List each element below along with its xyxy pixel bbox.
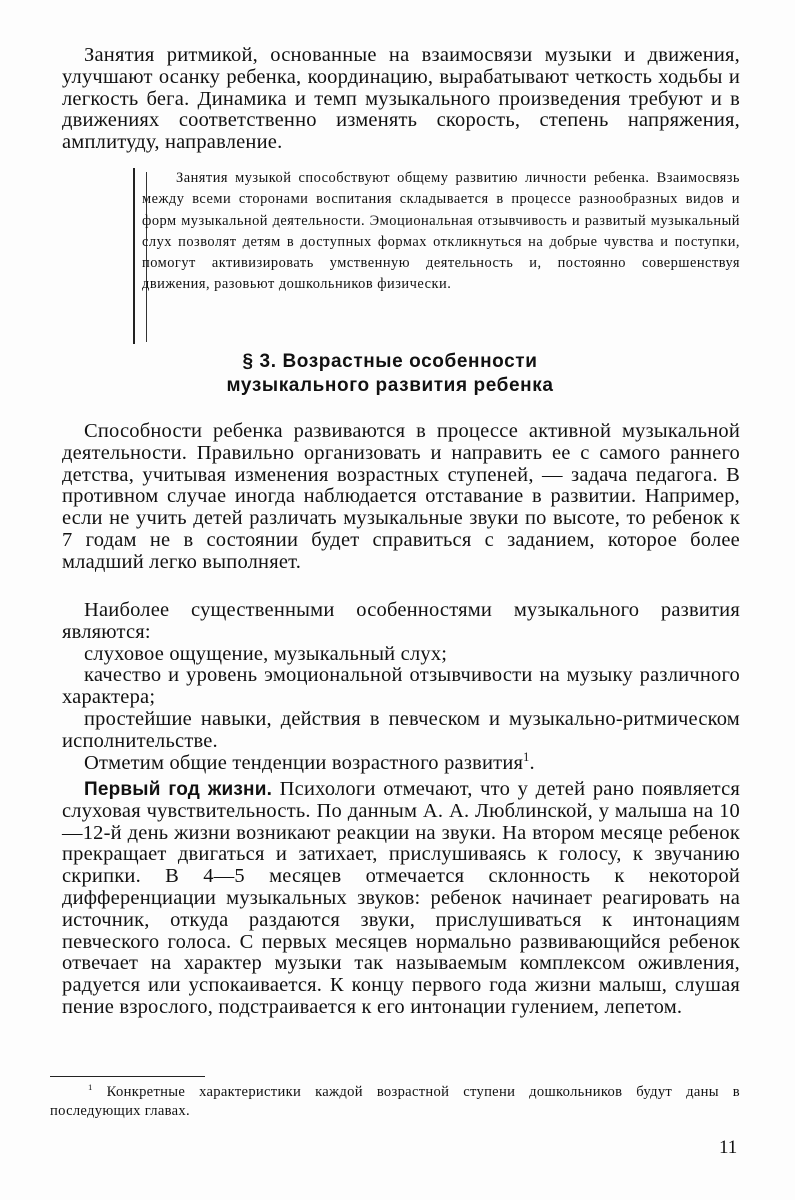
abilities-paragraph [62, 421, 740, 574]
abilities-text: Способности ребенка развиваются в процессе активной музыкальной деятельности. Правильно организовать и направить ее с самого раннего детства, учитывая изменения возрастных ступеней, — задача педагога. В противном случае иногда наблюдается отставание в развитии. Например, если не учить детей различать музыкальные звуки по высоте, то ребенок к 7 годам не в состоянии будет справиться с заданием, которое более младший легко выполняет. [62, 420, 740, 573]
section-heading-line1: § 3. Возрастные особенности [242, 351, 538, 372]
section-heading [180, 350, 600, 398]
note-margin-bar [133, 168, 135, 344]
features-intro: Наиболее существенными особенностями музыкального развития являются: [62, 599, 740, 643]
features-section [62, 600, 740, 774]
first-year-label: Первый год жизни. [84, 779, 273, 800]
tendencies-end: . [529, 751, 535, 774]
page-number: 11 [719, 1137, 738, 1158]
footnote-mark: 1 [88, 1082, 93, 1093]
feature-item: простейшие навыки, действия в певческом и музыкально-ритмическом исполнительстве. [62, 707, 740, 752]
boxed-note [142, 168, 740, 296]
feature-item: качество и уровень эмоциональной отзывчивости на музыку различного характера; [62, 664, 740, 709]
first-year-text: Психологи отмечают, что у детей рано появляется слуховая чувствительность. По данным А. А. Люблинской, у малыша на 10—12-й день жизни возникают реакции на звуки. На втором месяце ребенок прекращает двигаться и затихает, прислушиваясь к голосу, к звучанию скрипки. В 4—5 месяцев отмечается склонность к некоторой дифференциации музыкальных звуков: ребенок начинает реагировать на источник, откуда раздаются звуки, прислушиваться к интонациям певческого голоса. С первых месяцев нормально развивающийся ребенок отвечает на характер музыки так называемым комплексом оживления, радуется или успокаивается. К концу первого года жизни малыш, слушая пение взрослого, подстраивается к его интонации гулением, лепетом. [62, 778, 740, 1018]
section-heading-line2: музыкального развития ребенка [226, 375, 554, 396]
first-year-text-block [62, 779, 740, 1019]
tendencies-text: Отметим общие тенденции возрастного развития [84, 751, 524, 774]
footnote-text: Конкретные характеристики каждой возрастной ступени дошкольников будут даны в последующих главах. [50, 1084, 740, 1119]
boxed-note-text: Занятия музыкой способствуют общему развитию личности ребенка. Взаимосвязь между всеми сторонами воспитания складывается в процессе разнообразных видов и форм музыкальной деятельности. Эмоциональная отзывчивость и развитый музыкальный слух позволят детям в доступных формах откликнуться на добрые чувства и поступки, помогут активизировать умственную деятельность и, постоянно совершенствуя движения, разовьют дошкольников физически. [142, 170, 740, 293]
tendencies-line [62, 749, 740, 775]
intro-text: Занятия ритмикой, основанные на взаимосвязи музыки и движения, улучшают осанку ребенка, координацию, вырабатывают четкость ходьбы и легкость бега. Динамика и темп музыкального произведения требуют и в движениях соответственно изменять скорость, степень напряжения, амплитуду, направление. [62, 44, 740, 154]
intro-paragraph [62, 45, 740, 154]
feature-item: слуховое ощущение, музыкальный слух; [84, 642, 448, 665]
footnote-ref: 1 [523, 749, 530, 764]
footnote [50, 1083, 740, 1121]
first-year-paragraph [62, 779, 740, 1019]
footnote-divider [50, 1076, 205, 1077]
